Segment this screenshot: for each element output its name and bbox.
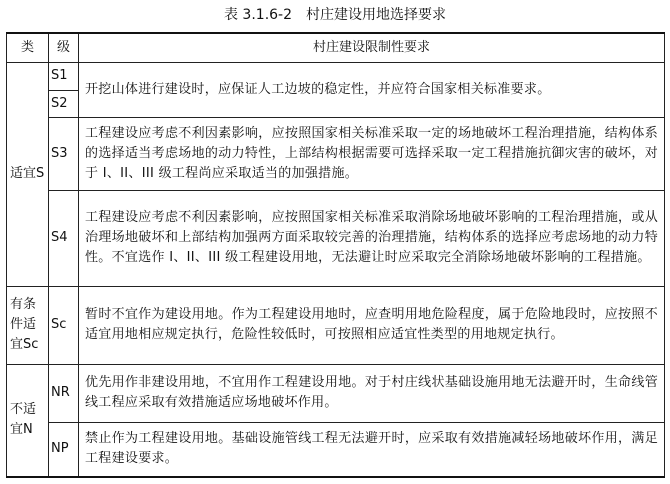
level-s4: S4 [49, 190, 79, 286]
level-s3: S3 [49, 117, 79, 190]
table-row [7, 422, 665, 477]
category-label: 适宜S [10, 166, 45, 181]
category-unsuitable [7, 364, 49, 477]
level-s1: S1 [49, 62, 79, 90]
table-row [7, 286, 665, 364]
requirement-s4: 工程建设应考虑不利因素影响，应按照国家相关标准采取消除场地破坏影响的工程治理措施，或从治理场地破坏和上部结构加强两方面采取较完善的治理措施，结构体系的选择应考虑场地的动力特性。不宜选作 I、II、III 级工程建设用地，无法避让时应采取完全消除场地破坏影响的工程措施。 [79, 190, 665, 286]
land-selection-table [6, 32, 665, 478]
table-row [7, 190, 665, 286]
requirement-sc: 暂时不宜作为建设用地。作为工程建设用地时，应查明用地危险程度，属于危险地段时，应按照不适宜用地相应规定执行，危险性较低时，可按照相应适宜性类型的用地规定执行。 [79, 286, 665, 364]
category-conditional [7, 286, 49, 364]
requirement-s3: 工程建设应考虑不利因素影响，应按照国家相关标准采取一定的场地破坏工程治理措施，结构体系的选择适当考虑场地的动力特性，上部结构根据需要可选择采取一定工程措施抗御灾害的破坏，对于 I、II、III 级工程尚应采取适当的加强措施。 [79, 117, 665, 190]
table-title: 表 3.1.6-2 村庄建设用地选择要求 [223, 7, 447, 23]
requirement-np: 禁止作为工程建设用地。基础设施管线工程无法避开时，应采取有效措施减轻场地破坏作用，满足工程建设要求。 [79, 422, 665, 477]
table-row [7, 62, 665, 90]
level-s2: S2 [49, 90, 79, 117]
header-level: 级 [49, 33, 79, 62]
requirement-nr: 优先用作非建设用地，不宜用作工程建设用地。对于村庄线状基础设施用地无法避开时，生命线管线工程应采取有效措施适应场地破坏作用。 [79, 364, 665, 422]
category-label: 不适宜N [10, 402, 37, 438]
requirement-s1-s2: 开挖山体进行建设时，应保证人工边坡的稳定性，并应符合国家相关标准要求。 [79, 62, 665, 117]
table-row [7, 364, 665, 422]
header-category: 类 [7, 33, 49, 62]
category-suitable [7, 62, 49, 286]
level-sc: Sc [49, 286, 79, 364]
table-row [7, 117, 665, 190]
table-header-row [7, 33, 665, 62]
level-np: NP [49, 422, 79, 477]
header-requirement: 村庄建设限制性要求 [79, 33, 665, 62]
level-nr: NR [49, 364, 79, 422]
category-label: 有条件适宜Sc [10, 297, 39, 352]
